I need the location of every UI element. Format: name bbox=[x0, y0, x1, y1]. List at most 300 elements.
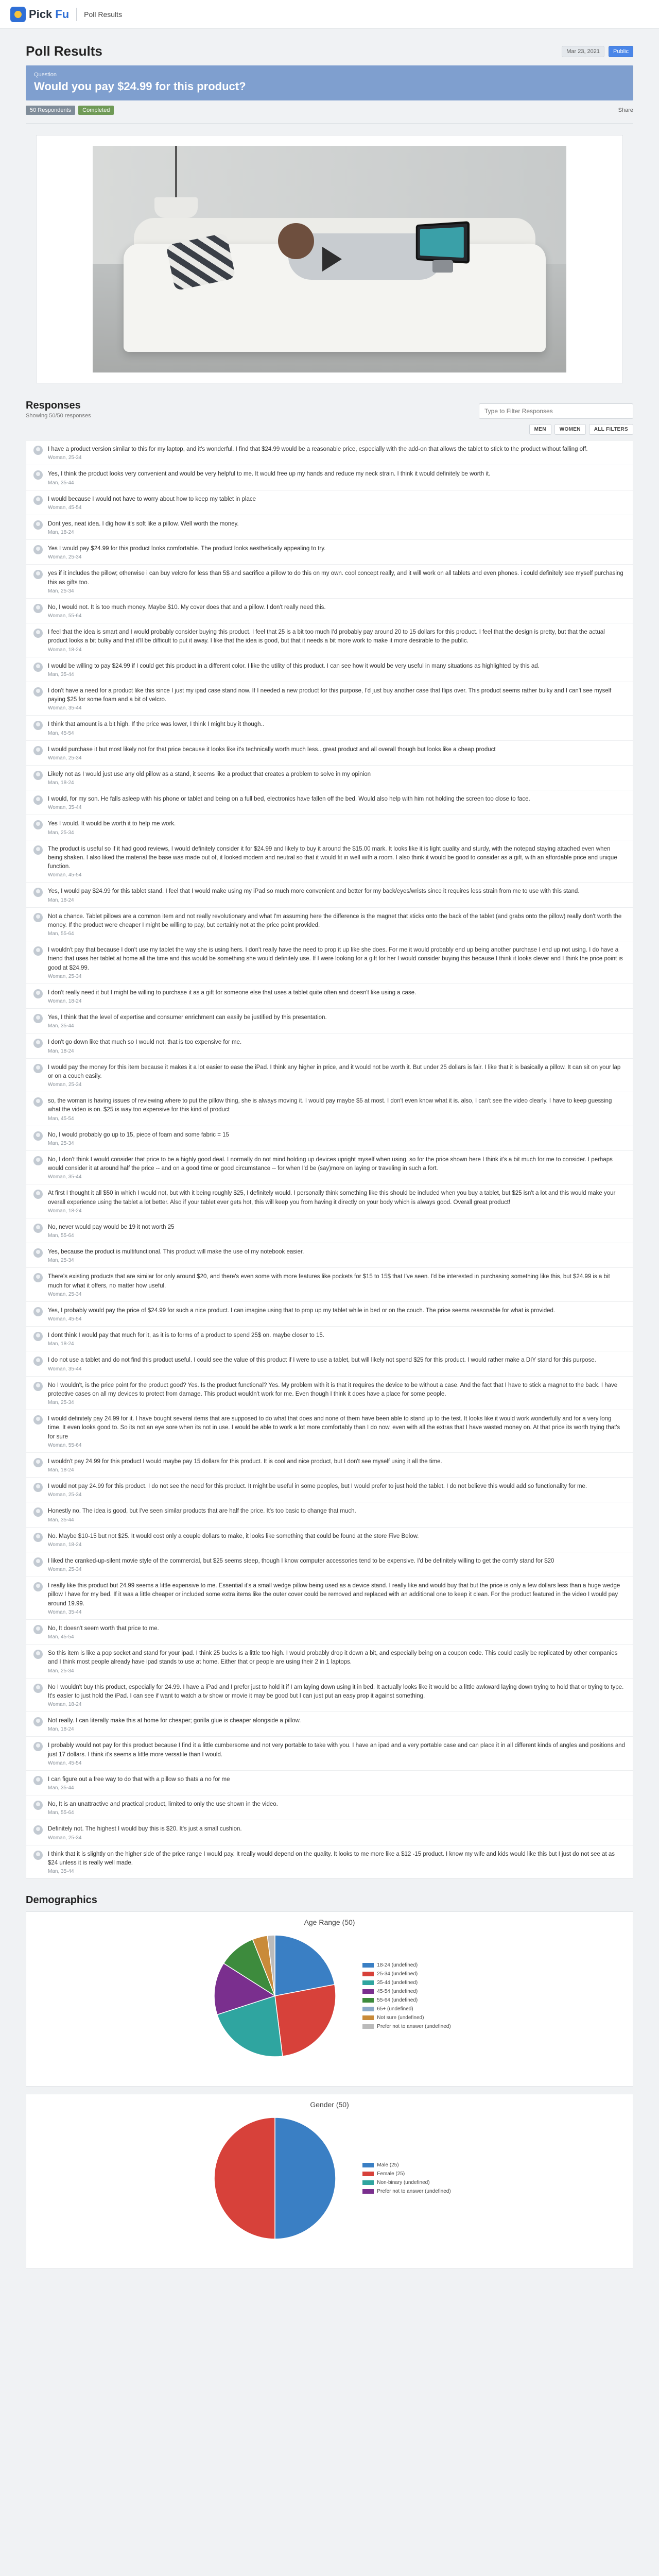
response-body bbox=[48, 545, 626, 560]
avatar-icon bbox=[33, 1557, 43, 1567]
responses-header bbox=[26, 400, 633, 419]
response-meta: Woman, 35-44 bbox=[48, 805, 82, 811]
response-item bbox=[26, 1845, 633, 1879]
response-text: Yes, I would pay $24.99 for this tablet stand. I feel that I would make using my iPad so much more convenient and better for my back/eyes/wrists since it requires less strain from me to use with this stand. bbox=[48, 888, 580, 895]
age-legend-label: 65+ (undefined) bbox=[377, 2006, 413, 2012]
response-body bbox=[48, 1189, 626, 1214]
footer-spacer bbox=[26, 2269, 633, 2295]
legend-swatch bbox=[362, 2024, 374, 2029]
demographics-title: Demographics bbox=[26, 1894, 97, 1906]
response-item bbox=[26, 1302, 633, 1327]
response-item bbox=[26, 1377, 633, 1411]
question-banner bbox=[26, 65, 633, 100]
gender-legend-item[interactable] bbox=[362, 2171, 450, 2177]
response-body bbox=[48, 1683, 626, 1708]
response-text: Not really. I can literally make this at home for cheaper; gorilla glue is cheaper alongside a pillow. bbox=[48, 1718, 301, 1724]
legend-swatch bbox=[362, 1998, 374, 2003]
response-item bbox=[26, 1737, 633, 1771]
age-legend-item[interactable] bbox=[362, 1980, 450, 1986]
response-item bbox=[26, 883, 633, 907]
avatar-icon bbox=[33, 446, 43, 455]
filter-women-button[interactable]: WOMEN bbox=[554, 424, 586, 435]
respondent-count-tag: 50 Respondents bbox=[26, 106, 75, 115]
all-filters-button[interactable]: ALL FILTERS bbox=[589, 424, 633, 435]
avatar-icon bbox=[33, 1224, 43, 1233]
response-text: The product is useful so if it had good reviews, I would definitely consider it for $24.99 and likely to buy it around the $15.00 mark. It looks like it is light quality and sturdy, with the notepad staying attached even when being shaken. I also liked the material the base was made out of, it looked modern and neutral so that it would fit in well with a room. I also think it would be good to consider as a gift, with an affordable price and unique function. bbox=[48, 845, 617, 870]
video-person-head bbox=[278, 223, 314, 259]
gender-chart-body bbox=[26, 2109, 633, 2248]
response-item bbox=[26, 741, 633, 766]
response-body bbox=[48, 1273, 626, 1297]
response-body bbox=[48, 1800, 626, 1816]
response-body bbox=[48, 795, 626, 810]
legend-swatch bbox=[362, 1989, 374, 1994]
avatar-icon bbox=[33, 1483, 43, 1492]
response-body bbox=[48, 1013, 626, 1029]
avatar-icon bbox=[33, 1801, 43, 1810]
response-text: yes if it includes the pillow; otherwise i can buy velcro for less than 5$ and sacrifice a pillow to do this on my own. cool concept really, and it will work on all tablets and even phones. i could definitely see myself purchasing this as gifts too. bbox=[48, 570, 623, 586]
response-item bbox=[26, 941, 633, 984]
response-body bbox=[48, 1156, 626, 1180]
response-item bbox=[26, 908, 633, 942]
response-body bbox=[48, 628, 626, 653]
response-text: I really like this product but 24.99 seems a little expensive to me. Essential it's a small wedge pillow being used as a device stand. I really like and would buy that but the price is only a few dollars less than a huge wedge pillow I have for my bed. If it was a little cheaper or included some extra items like the outer cover could be removed and replaced with an additional one to keep it clean. For the product featured in the video I would pay around 19.99. bbox=[48, 1583, 620, 1607]
gender-legend-item[interactable] bbox=[362, 2189, 450, 2194]
response-meta: Woman, 35-44 bbox=[48, 1174, 82, 1180]
age-legend-label: 45-54 (undefined) bbox=[377, 1989, 418, 1994]
response-text: Yes, I probably would pay the price of $24.99 for such a nice product. I can imagine using that to prop up my tablet while in bed or on the couch. The price seems reasonable for what is provided. bbox=[48, 1307, 556, 1314]
legend-swatch bbox=[362, 2172, 374, 2176]
response-item bbox=[26, 1620, 633, 1645]
response-body bbox=[48, 1532, 626, 1548]
avatar-icon bbox=[33, 545, 43, 554]
response-text: No I wouldn't buy this product, especially for 24.99. I have a iPad and I prefer just to hold it if I am laying down using it in bed. It actually looks like it would be a little awkward laying down trying to hold that or trying to type. It's easier to just hold the iPad. I can see if want to watch a tv show or movie it may be good but I can just put an easy prop it against something. bbox=[48, 1684, 624, 1699]
avatar-icon bbox=[33, 946, 43, 956]
age-legend bbox=[362, 1962, 450, 2029]
response-meta: Woman, 35-44 bbox=[48, 1609, 82, 1615]
response-text: Yes, because the product is multifunctional. This product will make the use of my notebook easier. bbox=[48, 1249, 304, 1255]
response-item bbox=[26, 1771, 633, 1795]
response-meta: Woman, 25-34 bbox=[48, 1567, 82, 1572]
response-meta: Woman, 45-54 bbox=[48, 504, 82, 511]
avatar-icon bbox=[33, 663, 43, 672]
response-meta: Man, 18-24 bbox=[48, 530, 74, 535]
response-meta: Man, 35-44 bbox=[48, 1023, 74, 1029]
response-item bbox=[26, 515, 633, 540]
avatar-icon bbox=[33, 1332, 43, 1341]
response-item bbox=[26, 1033, 633, 1058]
status-tag: Completed bbox=[78, 106, 114, 115]
legend-swatch bbox=[362, 2163, 374, 2167]
avatar-icon bbox=[33, 1825, 43, 1835]
response-text: Dont yes, neat idea. I dig how it's soft like a pillow. Well worth the money. bbox=[48, 520, 239, 527]
avatar-icon bbox=[33, 470, 43, 480]
avatar-icon bbox=[33, 1248, 43, 1258]
age-legend-label: 18-24 (undefined) bbox=[377, 1962, 418, 1968]
avatar-icon bbox=[33, 1507, 43, 1517]
age-legend-item[interactable] bbox=[362, 2006, 450, 2012]
response-text: No, I would probably go up to 15, piece of foam and some fabric = 15 bbox=[48, 1131, 229, 1138]
avatar-icon bbox=[33, 1415, 43, 1425]
response-item bbox=[26, 490, 633, 515]
response-text: No, I don't think I would consider that price to be a highly good deal. I normally do not mind holding up devices upright myself when using, so for the price shown here I think it's a bit much for me to consider. I perhaps would consider it at around half the price -- and on a good time or good circumstance -- for when I'd be (say)more on laying or traveling in such a fort. bbox=[48, 1156, 613, 1172]
logo-icon bbox=[10, 7, 26, 22]
response-body bbox=[48, 1624, 626, 1640]
response-text: No, It doesn't seem worth that price to me. bbox=[48, 1625, 159, 1632]
response-meta: Woman, 18-24 bbox=[48, 1702, 82, 1707]
response-text: I would definitely pay 24.99 for it. I have bought several items that are supposed to do what that does and none of them have been able to stand up to the test. It looks like it would work wonderfully and for a very long time. It even looks good to. So its not an eye sore when its not in use. I would be able to work a lot more comfortably than I do now, even with all the extras that I have wasted money on. At that price its worth trying that's for sure bbox=[48, 1416, 620, 1440]
response-item bbox=[26, 565, 633, 599]
divider bbox=[76, 8, 77, 21]
avatar-icon bbox=[33, 1156, 43, 1165]
share-link[interactable]: Share bbox=[618, 107, 633, 113]
response-item bbox=[26, 1327, 633, 1351]
response-body bbox=[48, 1582, 626, 1615]
response-body bbox=[48, 1557, 626, 1572]
response-meta: Woman, 25-34 bbox=[48, 1082, 82, 1088]
age-legend-item[interactable] bbox=[362, 2015, 450, 2021]
gender-pie-chart bbox=[208, 2111, 342, 2245]
gender-legend-label: Prefer not to answer (undefined) bbox=[377, 2189, 451, 2194]
response-text: I would purchase it but most likely not for that price because it looks like it's technically worth much less.. great product and all overall though but looks like a cheap product bbox=[48, 746, 496, 753]
response-meta: Man, 35-44 bbox=[48, 480, 74, 486]
response-body bbox=[48, 1850, 626, 1875]
response-body bbox=[48, 1649, 626, 1674]
avatar-icon bbox=[33, 1776, 43, 1785]
age-slice-1[interactable] bbox=[275, 1985, 336, 2056]
response-text: I would not pay 24.99 for this product. I do not see the need for this product. It might be useful in some peoples, but I would prefer to just hold the tablet. I do not believe this would add so functionality for me. bbox=[48, 1483, 587, 1489]
response-meta: Man, 18-24 bbox=[48, 780, 74, 786]
age-pie-chart bbox=[208, 1929, 342, 2063]
response-item bbox=[26, 1820, 633, 1845]
response-item bbox=[26, 840, 633, 883]
response-body bbox=[48, 445, 626, 461]
response-text: I wouldn't pay that because I don't use my tablet the way she is using hers. I don't really have the need to prop it up like she does. For me it would probably end up being another purchase I end up not using. I do have a friend that uses her tablet at home all the time and this would be something she would definitely use. If I were looking for a gift for her I would consider buying this because I think it looks clever and I think the price point is good at $24.99. bbox=[48, 947, 623, 971]
response-text: Yes, I think that the level of expertise and consumer enrichment can easily be justified by this presentation. bbox=[48, 1014, 327, 1021]
response-meta: Man, 45-54 bbox=[48, 1634, 74, 1640]
response-meta: Woman, 25-34 bbox=[48, 1492, 82, 1498]
response-text: I wouldn't pay 24.99 for this product I would maybe pay 15 dollars for this product. It is cool and nice product, but I don't see myself using it all the time. bbox=[48, 1458, 442, 1465]
response-text: I do not use a tablet and do not find this product useful. I could see the value of this product if I were to use a tablet, but will likely not spend $25 for this product. I would rather make a DIY stand for this purpose. bbox=[48, 1357, 596, 1364]
response-body bbox=[48, 1381, 626, 1406]
visibility-badge[interactable]: Public bbox=[609, 46, 633, 57]
response-body bbox=[48, 912, 626, 937]
response-body bbox=[48, 470, 626, 485]
avatar-icon bbox=[33, 888, 43, 897]
avatar-icon bbox=[33, 570, 43, 579]
response-meta: Man, 25-34 bbox=[48, 1400, 74, 1405]
response-body bbox=[48, 603, 626, 619]
avatar-icon bbox=[33, 1273, 43, 1282]
logo-text-suffix: Fu bbox=[55, 7, 70, 21]
avatar-icon bbox=[33, 1742, 43, 1751]
question-label: Question bbox=[34, 72, 57, 78]
avatar-icon bbox=[33, 795, 43, 805]
response-text: I have a product version similar to this for my laptop, and it's wonderful. I find that $24.99 would be a reasonable price, especially with the add-on that allows the tablet to stick to the product without falling off. bbox=[48, 446, 588, 452]
video-tablet bbox=[416, 221, 470, 264]
response-text: I think that amount is a bit high. If the price was lower, I think I might buy it though.. bbox=[48, 721, 264, 728]
response-text: Likely not as I would just use any old pillow as a stand, it seems like a product that creates a problem to solve in my opinion bbox=[48, 771, 371, 777]
legend-swatch bbox=[362, 2180, 374, 2185]
response-text: Yes I would pay $24.99 for this product looks comfortable. The product looks aesthetically appealing to try. bbox=[48, 546, 326, 552]
avatar-icon bbox=[33, 1039, 43, 1048]
avatar-icon bbox=[33, 1650, 43, 1659]
video-lamp-pole bbox=[175, 146, 177, 202]
response-item bbox=[26, 1478, 633, 1502]
response-meta: Woman, 25-34 bbox=[48, 554, 82, 561]
age-legend-label: Prefer not to answer (undefined) bbox=[377, 2024, 451, 2029]
response-filters bbox=[26, 424, 633, 435]
response-item bbox=[26, 657, 633, 682]
age-legend-label: 25-34 (undefined) bbox=[377, 1971, 418, 1977]
response-meta: Man, 18-24 bbox=[48, 1726, 74, 1733]
response-meta: Man, 55-64 bbox=[48, 1233, 74, 1239]
response-meta: Man, 55-64 bbox=[48, 931, 74, 937]
response-body bbox=[48, 687, 626, 711]
avatar-icon bbox=[33, 1131, 43, 1141]
age-legend-item[interactable] bbox=[362, 2024, 450, 2029]
response-meta: Woman, 35-44 bbox=[48, 1366, 82, 1372]
gender-legend-item[interactable] bbox=[362, 2162, 450, 2168]
response-body bbox=[48, 820, 626, 835]
response-text: I can figure out a free way to do that with a pillow so thats a no for me bbox=[48, 1776, 230, 1783]
avatar-icon bbox=[33, 989, 43, 998]
age-chart-body bbox=[26, 1926, 633, 2065]
gender-chart-card bbox=[26, 2094, 633, 2269]
avatar-icon bbox=[33, 1717, 43, 1726]
response-item bbox=[26, 1528, 633, 1552]
response-meta: Woman, 18-24 bbox=[48, 1541, 82, 1548]
product-video[interactable] bbox=[93, 146, 566, 372]
response-meta: Woman, 25-34 bbox=[48, 1835, 82, 1841]
media-card bbox=[36, 135, 623, 383]
response-text: No. Maybe $10-15 but not $25. It would cost only a couple dollars to make, it looks like something that could be found at the store Five Below. bbox=[48, 1533, 419, 1539]
response-body bbox=[48, 1775, 626, 1791]
response-item bbox=[26, 1410, 633, 1453]
response-item bbox=[26, 1645, 633, 1679]
page-header-actions bbox=[562, 46, 633, 57]
response-meta: Woman, 18-24 bbox=[48, 998, 82, 1004]
response-body bbox=[48, 887, 626, 903]
avatar-icon bbox=[33, 746, 43, 755]
age-legend-label: Not sure (undefined) bbox=[377, 2015, 424, 2021]
response-text: No, It is an unattractive and practical product, limited to only the use shown in the video. bbox=[48, 1801, 278, 1807]
response-meta: Man, 35-44 bbox=[48, 1517, 74, 1523]
response-item bbox=[26, 984, 633, 1009]
response-item bbox=[26, 1268, 633, 1302]
gender-legend-item[interactable] bbox=[362, 2180, 450, 2185]
response-body bbox=[48, 1741, 626, 1766]
response-text: I don't have a need for a product like this since I just my ipad case stand now. If I needed a new product for this purpose, I'd just buy another case that flips over. This product seems rather bulky and I can't see myself paying $25 for some foam and a bit of velcro. bbox=[48, 687, 612, 703]
responses-title: Responses bbox=[26, 400, 81, 411]
response-text: I liked the cranked-up-silent movie style of the commercial, but $25 seems steep, though I know computer accessories tend to be expensive. I'd be definitely willing to get the comfy stand for $20 bbox=[48, 1557, 554, 1564]
response-item bbox=[26, 1126, 633, 1151]
response-meta: Woman, 35-44 bbox=[48, 705, 82, 711]
response-item bbox=[26, 599, 633, 623]
response-text: Yes I would. It would be worth it to help me work. bbox=[48, 821, 176, 827]
response-body bbox=[48, 569, 626, 594]
response-meta: Man, 25-34 bbox=[48, 1140, 74, 1146]
age-legend-item[interactable] bbox=[362, 1971, 450, 1977]
response-item bbox=[26, 1351, 633, 1376]
gender-legend-label: Male (25) bbox=[377, 2162, 399, 2168]
age-legend-item[interactable] bbox=[362, 1989, 450, 1994]
response-meta: Man, 25-34 bbox=[48, 1258, 74, 1264]
response-meta: Woman, 18-24 bbox=[48, 647, 82, 653]
avatar-icon bbox=[33, 1097, 43, 1107]
response-text: so, the woman is having issues of reviewing where to put the pillow thing, she is always moving it. I would pay maybe $5 at most. I don't even know what it is. also, I can't see the video clearly. I have to keep guessing what the video is on. $25 is way too expensive for this kind of product bbox=[48, 1098, 612, 1113]
response-meta: Man, 35-44 bbox=[48, 671, 74, 677]
response-text: Definitely not. The highest I would buy this is $20. It's just a small cushion. bbox=[48, 1826, 242, 1833]
avatar-icon bbox=[33, 913, 43, 922]
response-item bbox=[26, 815, 633, 840]
response-text: So this item is like a pop socket and stand for your ipad. I think 25 bucks is a little too high. I would probably drop it down a bit, and especially being on a coupon code. This could easily be replicated by other companies and I think most people already have ipad stands to use at home. Either that or people are using their 2 in 1 laptops. bbox=[48, 1650, 618, 1666]
response-meta: Man, 25-34 bbox=[48, 1668, 74, 1674]
response-item bbox=[26, 623, 633, 657]
response-body bbox=[48, 1097, 626, 1122]
response-item bbox=[26, 766, 633, 790]
gender-legend bbox=[362, 2162, 450, 2194]
response-meta: Woman, 25-34 bbox=[48, 455, 82, 461]
gender-legend-label: Female (25) bbox=[377, 2171, 405, 2177]
response-item bbox=[26, 1679, 633, 1713]
question-text: Would you pay $24.99 for this product? bbox=[34, 80, 246, 93]
video-stand bbox=[432, 260, 453, 273]
response-meta: Man, 18-24 bbox=[48, 1467, 74, 1473]
response-body bbox=[48, 989, 626, 1004]
avatar-icon bbox=[33, 1190, 43, 1199]
age-chart-card bbox=[26, 1911, 633, 2087]
response-item bbox=[26, 1552, 633, 1577]
response-body bbox=[48, 1415, 626, 1448]
gender-slice-0[interactable] bbox=[275, 2117, 336, 2239]
logo-text-prefix: Pick bbox=[29, 7, 53, 21]
response-body bbox=[48, 745, 626, 761]
response-body bbox=[48, 1482, 626, 1498]
response-item bbox=[26, 540, 633, 565]
poll-meta bbox=[26, 100, 633, 124]
response-item bbox=[26, 682, 633, 716]
play-icon[interactable] bbox=[322, 247, 342, 272]
response-body bbox=[48, 1356, 626, 1371]
response-text: Yes, I think the product looks very convenient and would be very helpful to me. It would free up my hands and reduce my neck strain. I think it would definitely be worth it. bbox=[48, 471, 491, 478]
response-meta: Man, 18-24 bbox=[48, 897, 74, 903]
response-meta: Man, 25-34 bbox=[48, 588, 74, 594]
response-text: Not a chance. Tablet pillows are a common item and not really revolutionary and what I'm assuming here the difference is the magnet that sticks onto the back of the tablet (and grabs onto the pillow) really don't worth the money. If the product were cheaper I might be willing to pay, but certainly not at the price point provided. bbox=[48, 913, 622, 928]
avatar-icon bbox=[33, 1582, 43, 1591]
response-meta: Woman, 55-64 bbox=[48, 1442, 82, 1448]
avatar-icon bbox=[33, 845, 43, 855]
response-text: I don't really need it but I might be willing to purchase it as a gift for someone else that uses a tablet quite often and doesn't like using a case. bbox=[48, 989, 417, 996]
avatar-icon bbox=[33, 1625, 43, 1634]
avatar-icon bbox=[33, 604, 43, 613]
gender-slice-1[interactable] bbox=[214, 2117, 275, 2239]
response-meta: Man, 45-54 bbox=[48, 730, 74, 736]
response-body bbox=[48, 1717, 626, 1732]
avatar-icon bbox=[33, 520, 43, 530]
pickfu-logo[interactable] bbox=[10, 7, 69, 22]
response-meta: Woman, 25-34 bbox=[48, 755, 82, 761]
age-legend-label: 35-44 (undefined) bbox=[377, 1980, 418, 1986]
response-item bbox=[26, 1243, 633, 1268]
age-legend-item[interactable] bbox=[362, 1962, 450, 1968]
response-body bbox=[48, 1248, 626, 1263]
response-text: I would because I would not have to worry about how to keep my tablet in place bbox=[48, 496, 256, 502]
avatar-icon bbox=[33, 687, 43, 697]
response-item bbox=[26, 790, 633, 815]
response-meta: Man, 18-24 bbox=[48, 1341, 74, 1347]
response-filter-input[interactable] bbox=[479, 403, 633, 419]
response-body bbox=[48, 770, 626, 786]
response-meta: Woman, 45-54 bbox=[48, 1760, 82, 1766]
response-item bbox=[26, 1502, 633, 1527]
avatar-icon bbox=[33, 629, 43, 638]
gender-chart-title: Gender (50) bbox=[310, 2100, 349, 2109]
legend-swatch bbox=[362, 1972, 374, 1976]
response-body bbox=[48, 1507, 626, 1522]
response-body bbox=[48, 1038, 626, 1054]
response-item bbox=[26, 1218, 633, 1243]
avatar-icon bbox=[33, 496, 43, 505]
response-meta: Woman, 45-54 bbox=[48, 872, 82, 878]
section-title: Poll Results bbox=[84, 10, 123, 19]
avatar-icon bbox=[33, 721, 43, 730]
response-meta: Woman, 55-64 bbox=[48, 613, 82, 619]
top-bar bbox=[0, 0, 659, 29]
age-legend-label: 55-64 (undefined) bbox=[377, 1997, 418, 2003]
response-meta: Woman, 25-34 bbox=[48, 973, 82, 979]
main-content bbox=[26, 29, 633, 2295]
response-body bbox=[48, 1307, 626, 1322]
response-meta: Man, 35-44 bbox=[48, 1869, 74, 1874]
age-chart-title: Age Range (50) bbox=[304, 1918, 355, 1926]
date-badge: Mar 23, 2021 bbox=[562, 46, 604, 57]
response-body bbox=[48, 495, 626, 511]
filter-men-button[interactable]: MEN bbox=[529, 424, 551, 435]
response-text: There's existing products that are similar for only around $20, and there's even some with more features like pockets for $15 to 15$ that I've seen. I'd be interested in purchasing something like this, but $24.99 is a bit much for what it offers, no matter how useful. bbox=[48, 1274, 610, 1289]
response-item bbox=[26, 1795, 633, 1820]
response-body bbox=[48, 1223, 626, 1239]
avatar-icon bbox=[33, 820, 43, 829]
response-item bbox=[26, 1577, 633, 1620]
response-item bbox=[26, 1059, 633, 1093]
legend-swatch bbox=[362, 2007, 374, 2011]
gender-legend-label: Non-binary (undefined) bbox=[377, 2180, 430, 2185]
age-legend-item[interactable] bbox=[362, 1997, 450, 2003]
response-meta: Man, 35-44 bbox=[48, 1785, 74, 1791]
response-body bbox=[48, 845, 626, 878]
response-text: I would pay the money for this item because it makes it a lot easier to ease the iPad. I think any higher in price, and it would not be worth it. But under 25 dollars is fair. I like that it is basically a pillow. It can sit on your lap or on a couch easily. bbox=[48, 1064, 621, 1079]
legend-swatch bbox=[362, 1963, 374, 1968]
page-title: Poll Results bbox=[26, 43, 102, 59]
avatar-icon bbox=[33, 1851, 43, 1860]
response-text: At first I thought it all $50 in which I would not, but with it being roughly $25, I definitely would. I personally think something like this should be included when you buy a tablet, but $25 isn't a lot and this would make your overall experience using the tablet a lot better. Also if your tablet ever gets hot, this will keep you from having it directly on your body which is always good. Overall great product! bbox=[48, 1190, 616, 1206]
response-body bbox=[48, 662, 626, 677]
response-item bbox=[26, 440, 633, 465]
response-meta: Woman, 45-54 bbox=[48, 1316, 82, 1322]
legend-swatch bbox=[362, 2015, 374, 2020]
response-list bbox=[26, 440, 633, 1879]
page-header bbox=[26, 29, 633, 65]
response-item bbox=[26, 1184, 633, 1218]
response-text: I would be willing to pay $24.99 if I could get this product in a different color. I like the utility of this product. I can see how it would be very useful in many situations as highlighted by this ad. bbox=[48, 663, 540, 669]
response-text: No, never would pay would be 19 it not worth 25 bbox=[48, 1224, 175, 1230]
response-item bbox=[26, 1712, 633, 1737]
avatar-icon bbox=[33, 1382, 43, 1391]
avatar-icon bbox=[33, 1533, 43, 1542]
avatar-icon bbox=[33, 1357, 43, 1366]
avatar-icon bbox=[33, 1064, 43, 1073]
